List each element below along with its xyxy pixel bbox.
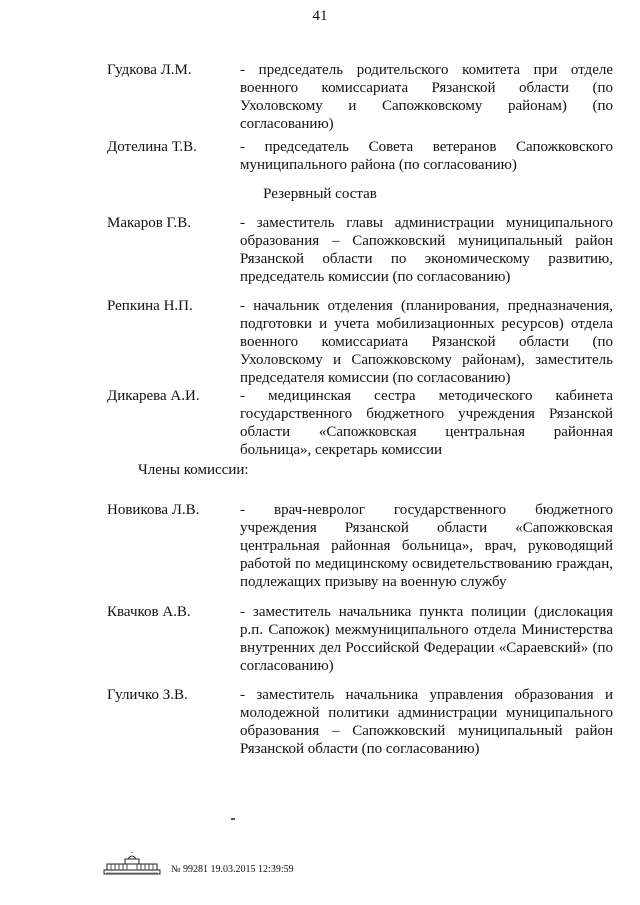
footer-stamp [103, 852, 363, 876]
member-role: - заместитель главы администрации муниципального образования – Сапожковский муниципальный район Рязанской области по экономическому развитию, председатель комиссии (по согласованию) [240, 215, 613, 285]
member-role: - врач-невролог государственного бюджетного учреждения Рязанской области «Сапожковская центральная районная больница», врач, руководящий работой по медицинскому освидетельствованию граждан, подлежащих призыву на военную службу [240, 502, 613, 590]
member-name: Квачков А.В. [107, 604, 191, 620]
member-role: - председатель родительского комитета при отделе военного комиссариата Рязанской области (по Ухоловскому и Сапожковскому районам) (по согласованию) [240, 62, 613, 132]
scan-speck [231, 818, 235, 820]
members-heading: Члены комиссии: [138, 462, 249, 478]
member-name: Гудкова Л.М. [107, 62, 192, 78]
member-role: - председатель Совета ветеранов Сапожковского муниципального района (по согласованию) [240, 139, 613, 173]
member-name: Новикова Л.В. [107, 502, 200, 518]
building-logo-icon [103, 852, 163, 876]
member-role: - медицинская сестра методического кабинета государственного бюджетного учреждения Рязанской области «Сапожковская центральная районная больница», секретарь комиссии [240, 388, 613, 458]
member-name: Репкина Н.П. [107, 298, 193, 314]
reserve-section-title: Резервный состав [263, 186, 377, 202]
member-name: Гуличко З.В. [107, 687, 188, 703]
member-name: Дотелина Т.В. [107, 139, 197, 155]
document-stamp: № 99281 19.03.2015 12:39:59 [171, 864, 294, 875]
member-name: Макаров Г.В. [107, 215, 192, 231]
member-role: - начальник отделения (планирования, предназначения, подготовки и учета мобилизационных ресурсов) отдела военного комиссариата Рязанской области (по Ухоловскому и Сапожковскому районам), заместитель председателя комиссии (по согласованию) [240, 298, 613, 386]
member-role: - заместитель начальника пункта полиции (дислокация р.п. Сапожок) межмуниципального отдела Министерства внутренних дел Российской Федерации «Сараевский» (по согласованию) [240, 604, 613, 674]
member-role: - заместитель начальника управления образования и молодежной политики администрации муниципального образования – Сапожковский муниципальный район Рязанской области (по согласованию) [240, 687, 613, 757]
page-number: 41 [312, 8, 328, 24]
member-name: Дикарева А.И. [107, 388, 200, 404]
